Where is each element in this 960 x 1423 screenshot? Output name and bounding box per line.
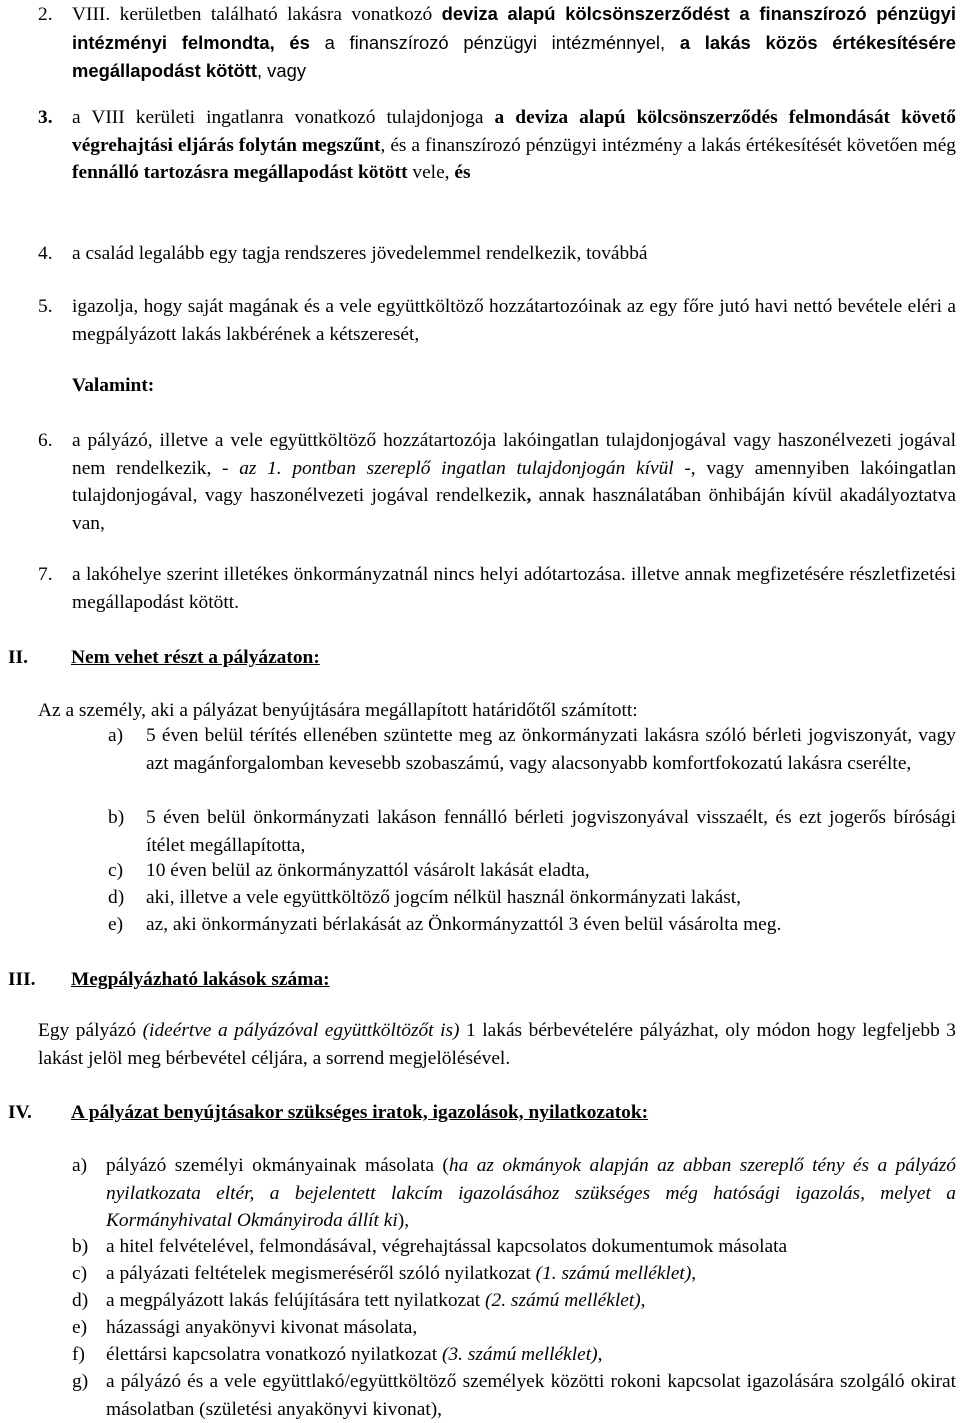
list-item-d: d) a megpályázott lakás felújítására tett nyilatkozat (2. számú melléklet),	[72, 1290, 646, 1311]
list-item-a: a) pályázó személyi okmányainak másolata (ha az okmányok alapján az abban szereplő tény és a pályázó nyilatkozata eltér, a bejelentett lakcím igazolásához szükséges még hatósági igazolás, melyet a Kormányhivatal Okmányiroda állít ki),	[72, 1155, 956, 1231]
list-item-b: b) a hitel felvételével, felmondásával, végrehajtással kapcsolatos dokumentumok másolata	[72, 1236, 788, 1257]
list-item-7: 7. a lakóhelye szerint illetékes önkormányzatnál nincs helyi adótartozása. illetve annak megfizetésére részletfizetési megállapodást kötött.	[38, 561, 956, 616]
section-title: Nem vehet részt a pályázaton:	[71, 647, 320, 668]
list-item-d: d) aki, illetve a vele együttköltöző jogcím nélkül használ önkormányzati lakást,	[108, 887, 742, 908]
section-intro: Az a személy, aki a pályázat benyújtására megállapított határidőtől számított:	[38, 700, 638, 721]
list-item-g: g) a pályázó és a vele együttlakó/együttköltöző személyek közötti rokoni kapcsolat igazolására szolgáló okirat másolatban (születési anyakönyvi kivonat),	[72, 1371, 956, 1420]
item-number: 4.	[38, 243, 53, 264]
list-item-5: 5. igazolja, hogy saját magának és a vele együttköltöző hozzátartozóinak az egy főre jutó havi nettó bevétele eléri a megpályázott lakás lakbérének a kétszeresét,	[38, 293, 956, 348]
list-item-e: e) házassági anyakönyvi kivonat másolata,	[72, 1317, 418, 1338]
section-paragraph: Egy pályázó (ideértve a pályázóval együttköltözőt is) 1 lakás bérbevételére pályázhat, oly módon hogy legfeljebb 3 lakást jelöl meg bérbevétel céljára, a sorrend megjelölésével.	[38, 1020, 956, 1069]
list-item-4: 4. a család legalább egy tagja rendszeres jövedelemmel rendelkezik, továbbá	[38, 240, 956, 268]
list-item-b: b) 5 éven belül önkormányzati lakáson fennálló bérleti jogviszonyával visszaélt, és ezt jogerős bírósági ítélet megállapította,	[108, 807, 956, 856]
list-item-6: 6. a pályázó, illetve a vele együttköltöző hozzátartozója lakóingatlan tulajdonjogával vagy haszonélvezeti jogával nem rendelkezik, - az 1. pontban szereplő ingatlan tulajdonjogán kívül -, vagy amennyiben lakóingatlan tulajdonjogával, vagy haszonélvezeti jogával rendelkezik, annak használatában önhibáján kívül akadályoztatva van,	[38, 427, 956, 537]
item-number: 3.	[38, 107, 53, 128]
item-number: 7.	[38, 564, 53, 585]
list-item-c: c) a pályázati feltételek megismeréséről szóló nyilatkozat (1. számú melléklet),	[72, 1263, 697, 1284]
list-item-a: a) 5 éven belül térítés ellenében szüntette meg az önkormányzati lakásra szóló bérleti jogviszonyát, vagy azt magánforgalomban kevesebb szobaszámú, vagy alacsonyabb komfortfokozatú lakásra cserélte,	[108, 725, 956, 774]
item-number: 2.	[38, 4, 53, 25]
list-item-f: f) élettársi kapcsolatra vonatkozó nyilatkozat (3. számú melléklet),	[72, 1344, 603, 1365]
item-number: 6.	[38, 430, 53, 451]
item-number: 5.	[38, 296, 53, 317]
section-number: II.	[8, 647, 28, 668]
section-number: III.	[8, 969, 36, 990]
list-item-3: 3. a VIII kerületi ingatlanra vonatkozó tulajdonjoga a deviza alapú kölcsönszerződés felmondását követő végrehajtási eljárás folytán megszűnt, és a finanszírozó pénzügyi intézmény a lakás értékesítését követően még fennálló tartozásra megállapodást kötött vele, és	[38, 104, 956, 187]
section-title: Megpályázható lakások száma:	[71, 969, 330, 990]
list-item-c: c) 10 éven belül az önkormányzattól vásárolt lakását eladta,	[108, 860, 590, 881]
section-number: IV.	[8, 1102, 32, 1123]
list-item-2: 2. VIII. kerületben található lakásra vonatkozó deviza alapú kölcsönszerződést a finanszírozó pénzügyi intézményi felmondta, és a finanszírozó pénzügyi intézménnyel, a lakás közös értékesítésére megállapodást kötött, vagy	[38, 3, 957, 81]
valamint-label: Valamint:	[72, 375, 155, 396]
section-title: A pályázat benyújtásakor szükséges iratok, igazolások, nyilatkozatok:	[71, 1102, 649, 1123]
list-item-e: e) az, aki önkormányzati bérlakását az Önkormányzattól 3 éven belül vásárolta meg.	[108, 914, 782, 935]
